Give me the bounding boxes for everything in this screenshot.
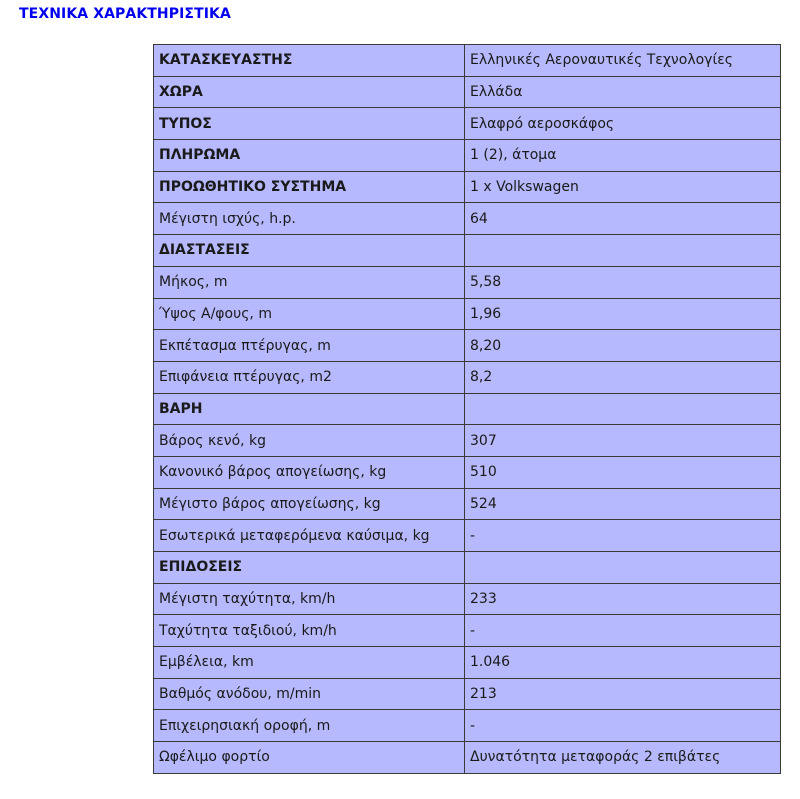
spec-label: ΕΠΙΔΟΣΕΙΣ — [154, 552, 465, 584]
spec-row — [154, 456, 781, 488]
spec-value: - — [465, 520, 781, 552]
spec-value: 8,2 — [465, 361, 781, 393]
spec-value — [465, 552, 781, 584]
spec-label: ΧΩΡΑ — [154, 76, 465, 108]
spec-row — [154, 742, 781, 774]
spec-value: Ελληνικές Αεροναυτικές Τεχνολογίες — [465, 45, 781, 77]
spec-value: 5,58 — [465, 266, 781, 298]
spec-row — [154, 647, 781, 679]
spec-label: Ωφέλιμο φορτίο — [154, 742, 465, 774]
spec-label: Μέγιστη ισχύς, h.p. — [154, 203, 465, 235]
spec-row — [154, 45, 781, 77]
spec-label: Βαθμός ανόδου, m/min — [154, 678, 465, 710]
spec-value: - — [465, 710, 781, 742]
spec-label: Εσωτερικά μεταφερόμενα καύσιμα, kg — [154, 520, 465, 552]
spec-row — [154, 361, 781, 393]
spec-value: 1,96 — [465, 298, 781, 330]
spec-value — [465, 235, 781, 267]
page-title: ΤΕΧΝΙΚΑ ΧΑΡΑΚΤΗΡΙΣΤΙΚΑ — [19, 6, 231, 22]
spec-value: - — [465, 615, 781, 647]
spec-value: 510 — [465, 456, 781, 488]
specifications-table — [153, 44, 781, 774]
spec-label: Μέγιστο βάρος απογείωσης, kg — [154, 488, 465, 520]
spec-value: 307 — [465, 425, 781, 457]
spec-label: ΚΑΤΑΣΚΕΥΑΣΤΗΣ — [154, 45, 465, 77]
spec-label: ΒΑΡΗ — [154, 393, 465, 425]
spec-label: Ύψος Α/φους, m — [154, 298, 465, 330]
spec-label: ΤΥΠΟΣ — [154, 108, 465, 140]
spec-row — [154, 140, 781, 172]
spec-value: 1.046 — [465, 647, 781, 679]
spec-label: Επιφάνεια πτέρυγας, m2 — [154, 361, 465, 393]
spec-row — [154, 710, 781, 742]
spec-value: 1 (2), άτομα — [465, 140, 781, 172]
spec-value: 64 — [465, 203, 781, 235]
spec-row — [154, 520, 781, 552]
spec-value: 213 — [465, 678, 781, 710]
spec-row — [154, 203, 781, 235]
spec-label: ΠΛΗΡΩΜΑ — [154, 140, 465, 172]
spec-row — [154, 615, 781, 647]
spec-label: ΠΡΟΩΘΗΤΙΚΟ ΣΥΣΤΗΜΑ — [154, 171, 465, 203]
spec-label: Επιχειρησιακή οροφή, m — [154, 710, 465, 742]
spec-label: Βάρος κενό, kg — [154, 425, 465, 457]
specifications-table-body — [154, 45, 781, 774]
spec-row — [154, 583, 781, 615]
spec-value: 8,20 — [465, 330, 781, 362]
spec-row — [154, 393, 781, 425]
spec-value: 233 — [465, 583, 781, 615]
spec-label: Κανονικό βάρος απογείωσης, kg — [154, 456, 465, 488]
spec-row — [154, 76, 781, 108]
spec-row — [154, 488, 781, 520]
spec-label: Εκπέτασμα πτέρυγας, m — [154, 330, 465, 362]
spec-value: 524 — [465, 488, 781, 520]
spec-value: 1 x Volkswagen — [465, 171, 781, 203]
spec-row — [154, 678, 781, 710]
spec-row — [154, 298, 781, 330]
spec-label: Μέγιστη ταχύτητα, km/h — [154, 583, 465, 615]
spec-row — [154, 171, 781, 203]
spec-value: Ελαφρό αεροσκάφος — [465, 108, 781, 140]
spec-label: ΔΙΑΣΤΑΣΕΙΣ — [154, 235, 465, 267]
spec-value — [465, 393, 781, 425]
spec-value: Ελλάδα — [465, 76, 781, 108]
spec-label: Ταχύτητα ταξιδιού, km/h — [154, 615, 465, 647]
spec-row — [154, 108, 781, 140]
spec-row — [154, 330, 781, 362]
spec-row — [154, 425, 781, 457]
spec-row — [154, 266, 781, 298]
spec-row — [154, 552, 781, 584]
spec-label: Εμβέλεια, km — [154, 647, 465, 679]
spec-row — [154, 235, 781, 267]
spec-value: Δυνατότητα μεταφοράς 2 επιβάτες — [465, 742, 781, 774]
spec-label: Μήκος, m — [154, 266, 465, 298]
